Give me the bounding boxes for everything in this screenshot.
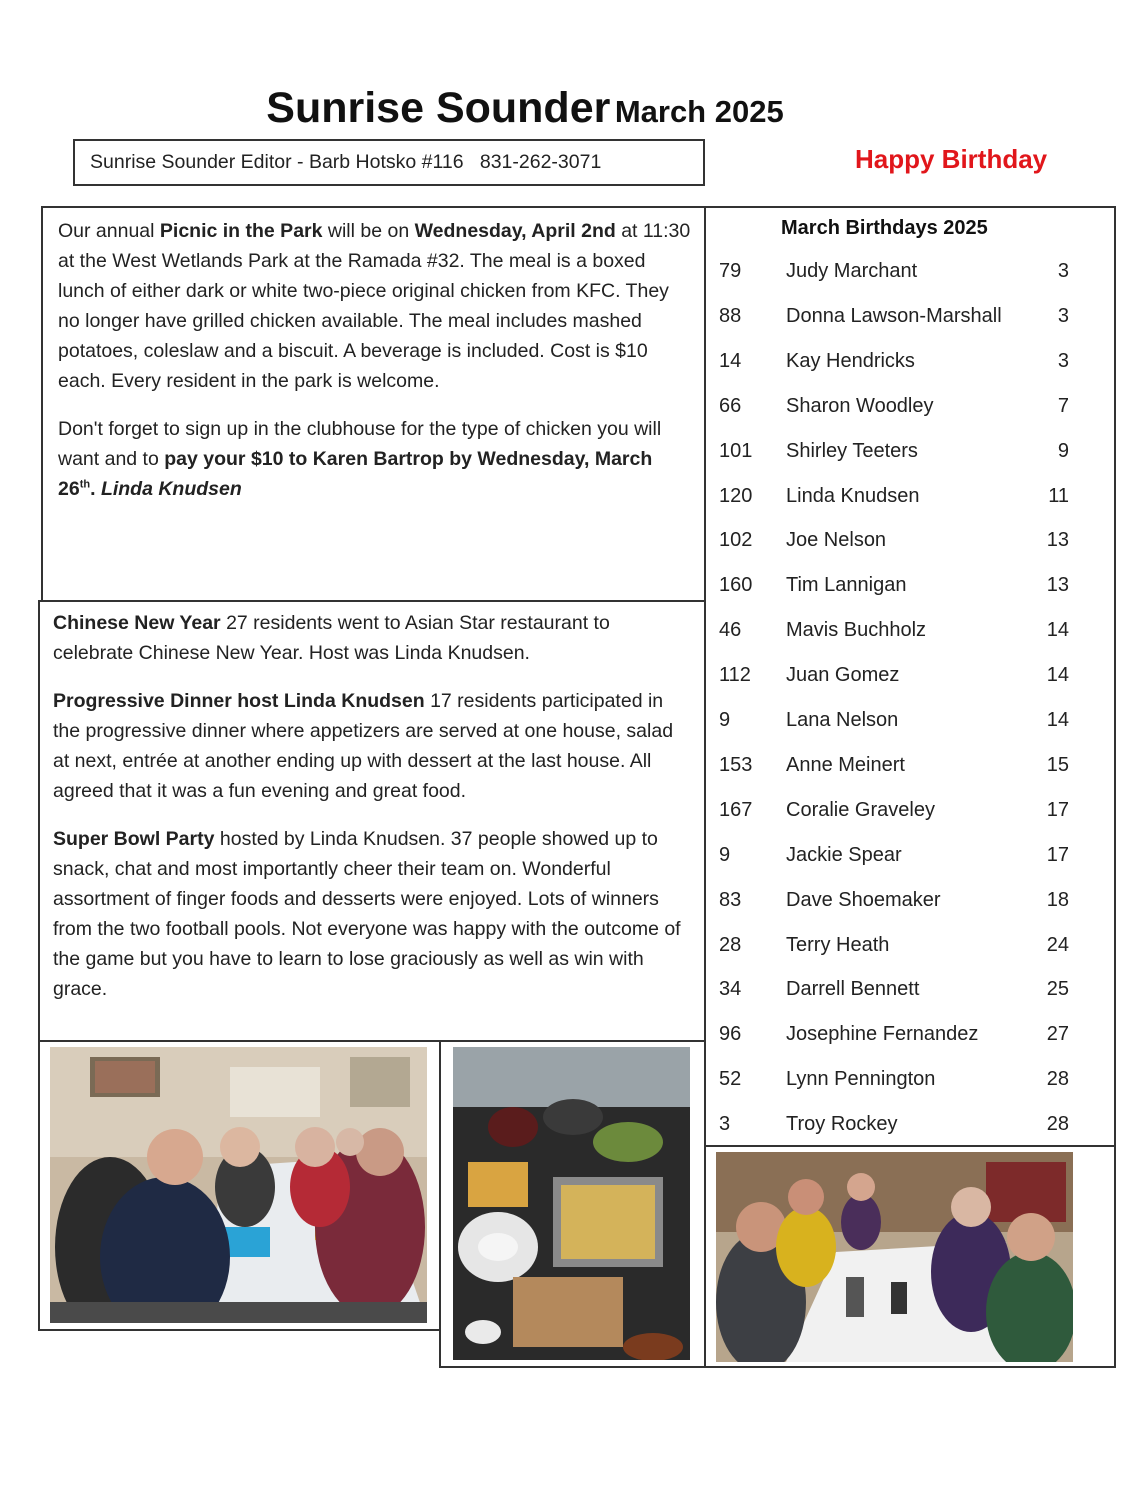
editor-box (73, 139, 705, 186)
event-heading: Chinese New Year (53, 612, 221, 634)
birthday-day: 24 (1046, 933, 1069, 956)
birthday-name: Juan Gomez (786, 664, 900, 687)
birthday-lot: 112 (719, 664, 751, 687)
photo-buffet (453, 1047, 690, 1360)
birthday-day: 28 (1046, 1113, 1069, 1136)
picnic-event-name: Picnic in the Park (159, 220, 323, 242)
birthday-day: 13 (1046, 529, 1069, 552)
birthday-lot: 14 (719, 349, 742, 372)
event-body: 27 residents went to Asian Star restaurant to celebrate Chinese New Year. Host was Linda Knudsen. (53, 612, 610, 664)
birthday-row (706, 485, 1114, 515)
birthday-lot: 28 (719, 933, 742, 956)
birthday-day: 13 (1046, 574, 1069, 597)
birthday-row (706, 754, 1114, 784)
birthday-day: 25 (1046, 978, 1069, 1001)
birthday-day: 14 (1046, 709, 1069, 731)
birthday-lot: 167 (719, 798, 753, 821)
birthday-row (706, 934, 1114, 964)
birthday-day: 27 (1046, 1023, 1069, 1046)
birthday-day: 3 (1057, 260, 1069, 282)
birthday-lot: 120 (719, 484, 753, 507)
birthday-name: Josephine Fernandez (786, 1023, 979, 1046)
birthday-row (706, 574, 1114, 604)
signature: Linda Knudsen (100, 478, 242, 500)
event-body: 17 residents participated in the progressive dinner where appetizers are served at one house, salad at next, entrée at another ending up with dessert at the last house. All agreed that it was a fun evening and great food. (53, 690, 674, 802)
birthday-name: Donna Lawson-Marshall (786, 304, 1002, 327)
birthday-day: 14 (1046, 619, 1069, 642)
birthday-name: Lynn Pennington (786, 1068, 936, 1091)
pay-note-sup: th (79, 478, 91, 491)
birthday-name: Judy Marchant (786, 260, 918, 282)
event-body: hosted by Linda Knudsen. 37 people showed up to snack, chat and most importantly cheer their team on. Wonderful assortment of finger foods and desserts were enjoyed. Lots of winners from the two football pools. Not everyone was happy with the outcome of the game but you have to learn to lose graciously as well as win with grace. (53, 828, 681, 1000)
birthday-day: 3 (1057, 349, 1069, 372)
happy-birthday-heading: Happy Birthday (855, 144, 1048, 174)
picnic-article (41, 206, 706, 602)
birthday-lot: 153 (719, 753, 753, 776)
birthday-row (706, 1113, 1114, 1143)
photo-diners (50, 1047, 427, 1323)
birthday-row (706, 529, 1114, 559)
title-issue: March 2025 (614, 94, 784, 129)
birthday-lot: 9 (719, 843, 731, 866)
birthday-row (706, 1068, 1114, 1098)
birthday-row (706, 440, 1114, 470)
birthday-title: March Birthdays 2025 (781, 217, 988, 239)
birthday-name: Jackie Spear (786, 843, 902, 866)
picnic-will-be: will be on (322, 220, 415, 242)
birthday-day: 18 (1046, 888, 1069, 911)
pay-note-end: . (90, 478, 101, 500)
birthday-lot: 79 (719, 260, 742, 282)
birthday-lot: 66 (719, 394, 742, 417)
events-article (38, 600, 706, 1042)
event-progressive-dinner (53, 686, 694, 806)
editor-line: Sunrise Sounder Editor - Barb Hotsko #116 831-262-3071 (90, 151, 602, 173)
birthday-name: Dave Shoemaker (786, 888, 941, 911)
title-main: Sunrise Sounder (266, 84, 611, 132)
birthday-lot: 46 (719, 619, 742, 642)
signup-text: Don't forget to sign up in the clubhouse for the type of chicken you will want and to (58, 418, 662, 470)
signup-paragraph (58, 414, 694, 504)
birthday-row (706, 664, 1114, 694)
birthday-day: 7 (1057, 394, 1069, 417)
picnic-paragraph (58, 216, 694, 396)
birthday-name: Troy Rockey (786, 1113, 898, 1136)
birthday-lot: 88 (719, 304, 742, 327)
birthday-row (706, 709, 1114, 739)
birthday-name: Kay Hendricks (786, 349, 915, 372)
birthday-name: Darrell Bennett (786, 978, 920, 1001)
birthday-lot: 96 (719, 1023, 742, 1046)
birthday-lot: 34 (719, 978, 742, 1001)
picnic-intro: Our annual (58, 220, 160, 242)
birthday-lot: 52 (719, 1068, 742, 1091)
birthday-name: Shirley Teeters (786, 439, 918, 462)
birthday-row (706, 395, 1114, 425)
birthday-name: Anne Meinert (786, 753, 905, 776)
birthday-day: 15 (1046, 753, 1069, 776)
birthday-row (706, 260, 1114, 290)
birthday-lot: 3 (719, 1113, 731, 1136)
birthday-row (706, 305, 1114, 335)
birthday-day: 17 (1046, 843, 1069, 866)
birthday-day: 9 (1057, 439, 1069, 462)
birthday-lot: 102 (719, 529, 753, 552)
birthday-name: Mavis Buchholz (786, 619, 927, 642)
birthday-day: 28 (1046, 1068, 1069, 1091)
birthday-lot: 9 (719, 709, 731, 731)
birthday-row (706, 350, 1114, 380)
event-heading: Super Bowl Party (53, 828, 215, 850)
event-super-bowl (53, 824, 694, 1004)
birthday-name: Linda Knudsen (786, 484, 920, 507)
birthday-table (704, 206, 1116, 1147)
event-heading: Progressive Dinner host Linda Knudsen (53, 690, 425, 712)
birthday-day: 14 (1046, 664, 1069, 687)
newsletter-title (0, 84, 1050, 133)
birthday-day: 11 (1048, 484, 1069, 507)
birthday-row (706, 619, 1114, 649)
birthday-row (706, 844, 1114, 874)
birthday-lot: 101 (719, 439, 753, 462)
birthday-row (706, 1023, 1114, 1053)
event-chinese-new-year (53, 608, 694, 668)
pay-note-text: pay your $10 to Karen Bartrop by Wednesday, March 26 (58, 448, 653, 500)
birthday-day: 3 (1057, 304, 1069, 327)
birthday-name: Lana Nelson (786, 709, 899, 731)
birthday-row (706, 889, 1114, 919)
picnic-date: Wednesday, April 2nd (414, 220, 616, 242)
birthday-name: Joe Nelson (786, 529, 887, 552)
birthday-name: Tim Lannigan (786, 574, 907, 597)
photo-table (716, 1152, 1073, 1362)
birthday-lot: 160 (719, 574, 753, 597)
birthday-day: 17 (1046, 798, 1069, 821)
birthday-row (706, 978, 1114, 1008)
birthday-name: Terry Heath (786, 933, 890, 956)
birthday-lot: 83 (719, 888, 742, 911)
picnic-details: at 11:30 at the West Wetlands Park at the Ramada #32. The meal is a boxed lunch of either dark or white two-piece original chicken from KFC. They no longer have grilled chicken available. The meal includes mashed potatoes, coleslaw and a biscuit. A beverage is included. Cost is $10 each. Every resident in the park is welcome. (58, 220, 691, 392)
birthday-row (706, 799, 1114, 829)
birthday-name: Sharon Woodley (786, 394, 934, 417)
birthday-name: Coralie Graveley (786, 798, 935, 821)
